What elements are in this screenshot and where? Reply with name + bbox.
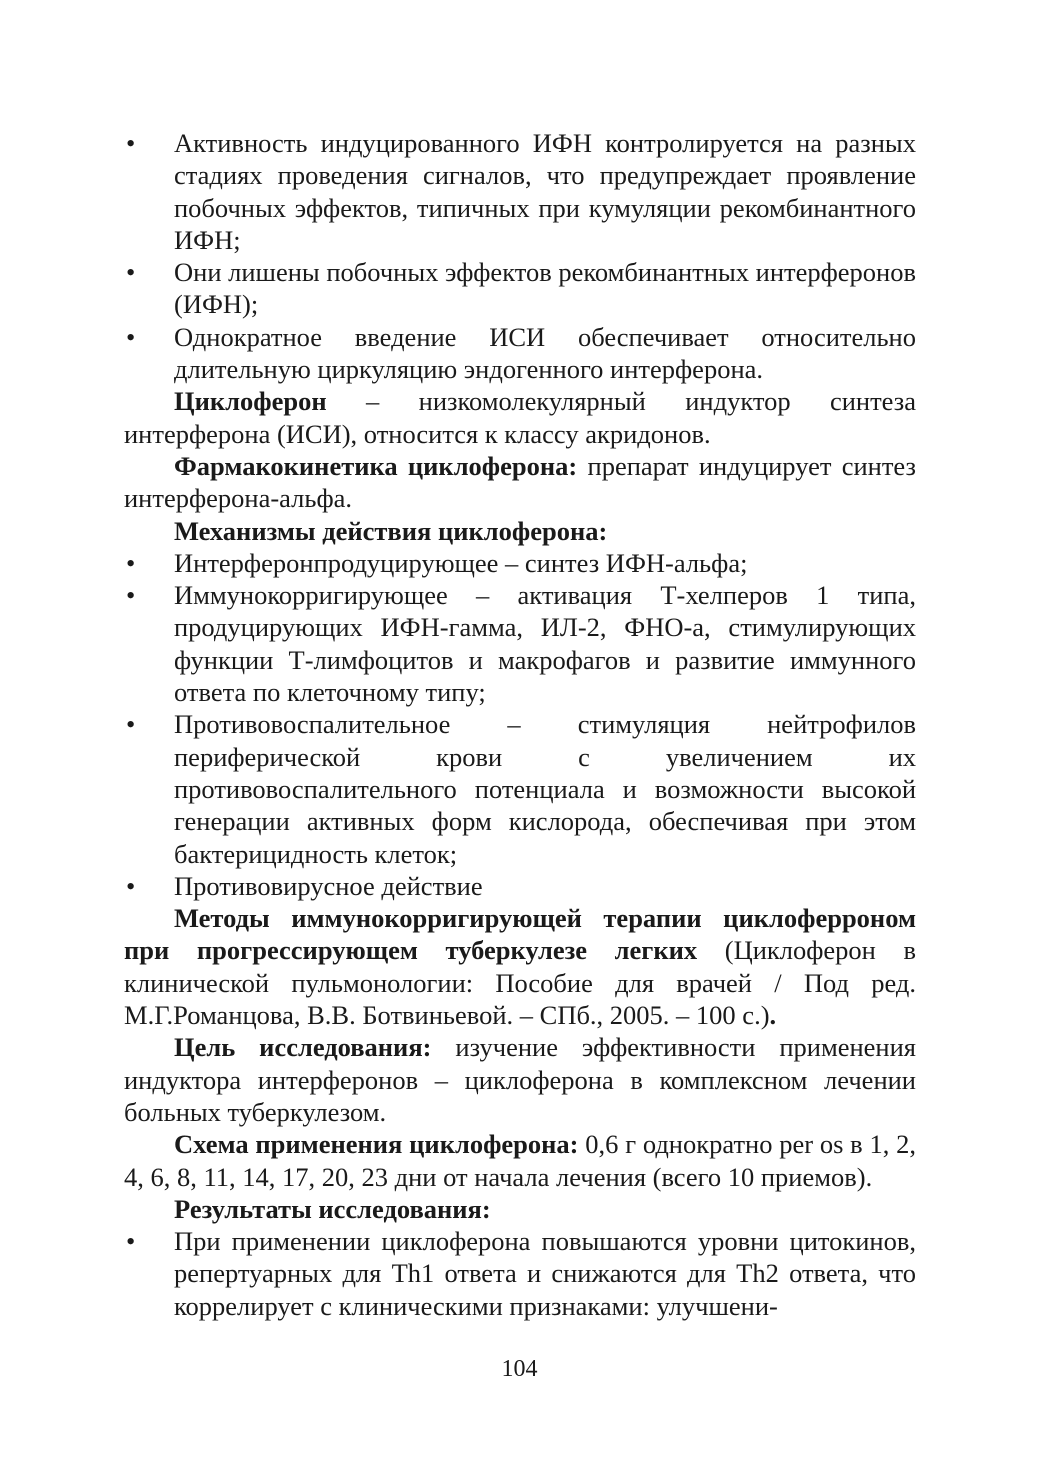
term-scheme: Схема применения циклоферона: bbox=[174, 1129, 579, 1160]
list-item: • При применении циклоферона повышаются уровни цитокинов, репертуарных для Th1 ответа и снижаются для Th2 ответа, что коррелирует с клиническими признаками: улучшени- bbox=[126, 1226, 916, 1321]
bullet-icon: • bbox=[126, 547, 136, 578]
list-item: • Однократное введение ИСИ обеспечивает относительно длительную циркуляцию эндогенного интерферона. bbox=[126, 321, 916, 385]
bullet-list-mechanisms bbox=[124, 547, 916, 902]
bullet-icon: • bbox=[126, 870, 136, 901]
paragraph-pharmacokinetics: Фармакокинетика циклоферона: препарат индуцирует синтез интерферона-альфа. bbox=[124, 450, 916, 514]
bullet-icon: • bbox=[126, 580, 136, 611]
bullet-icon: • bbox=[126, 257, 136, 288]
list-item: • Они лишены побочных эффектов рекомбинантных интерферонов (ИФН); bbox=[126, 257, 916, 320]
bullet-icon: • bbox=[126, 1226, 136, 1257]
list-item: • Иммунокорригирующее – активация Т-хелперов 1 типа, продуцирующих ИФН-гамма, ИЛ-2, ФНО-а, стимулирующих функции Т-лимфоцитов и макрофагов и развитие иммунного ответа по клеточному типу; bbox=[126, 580, 916, 708]
term-pharmacokinetics: Фармакокинетика циклоферона: bbox=[174, 450, 578, 481]
heading-mechanisms: Механизмы действия циклоферона: bbox=[174, 515, 608, 546]
bullet-icon: • bbox=[126, 709, 136, 740]
term-cycloferon: Циклоферон bbox=[174, 386, 327, 417]
page-body bbox=[124, 127, 916, 1322]
bullet-icon: • bbox=[126, 321, 136, 352]
bullet-list-results bbox=[124, 1225, 916, 1322]
list-item: • Интерферонпродуцирующее – синтез ИФН-альфа; bbox=[126, 547, 748, 578]
heading-results: Результаты исследования: bbox=[174, 1193, 491, 1224]
term-goal: Цель исследования: bbox=[174, 1032, 432, 1063]
list-item: • Активность индуцированного ИФН контролируется на разных стадиях проведения сигналов, что предупреждает проявление побочных эффектов, типичных при кумуляции рекомбинантного ИФН; bbox=[126, 128, 916, 255]
paragraph-methods: Методы иммунокорригирующей терапии циклоферроном при прогрессирующем туберкулезе легких (Циклоферон в клинической пульмонологии: Пособие для врачей / Под ред. М.Г.Романцова, В.В. Ботвиньевой. – СПб., 2005. – 100 с.). bbox=[124, 903, 916, 1031]
bullet-list-isi-advantages bbox=[124, 127, 916, 385]
page-number: 104 bbox=[501, 1356, 538, 1382]
bullet-icon: • bbox=[126, 128, 136, 158]
paragraph-goal: Цель исследования: изучение эффективности применения индуктора интерферонов – циклоферона в комплексном лечении больных туберкулезом. bbox=[124, 1032, 916, 1127]
term-methods: Методы иммунокорригирующей терапии циклоферроном при прогрессирующем туберкулезе легких bbox=[124, 903, 916, 966]
paragraph-scheme: Схема применения циклоферона: 0,6 г однократно per os в 1, 2, 4, 6, 8, 11, 14, 17, 20, 23 дни от начала лечения (всего 10 приемов). bbox=[124, 1129, 916, 1192]
list-item: • Противовоспалительное – стимуляция нейтрофилов периферической крови с увеличением их противовоспалительного потенциала и возможности высокой генерации активных форм кислорода, обеспечивая при этом бактерицидность клеток; bbox=[126, 709, 916, 869]
paragraph-cycloferon: Циклоферон – низкомолекулярный индуктор синтеза интерферона (ИСИ), относится к классу акридонов. bbox=[124, 386, 916, 449]
list-item: • Противовирусное действие bbox=[126, 870, 483, 901]
